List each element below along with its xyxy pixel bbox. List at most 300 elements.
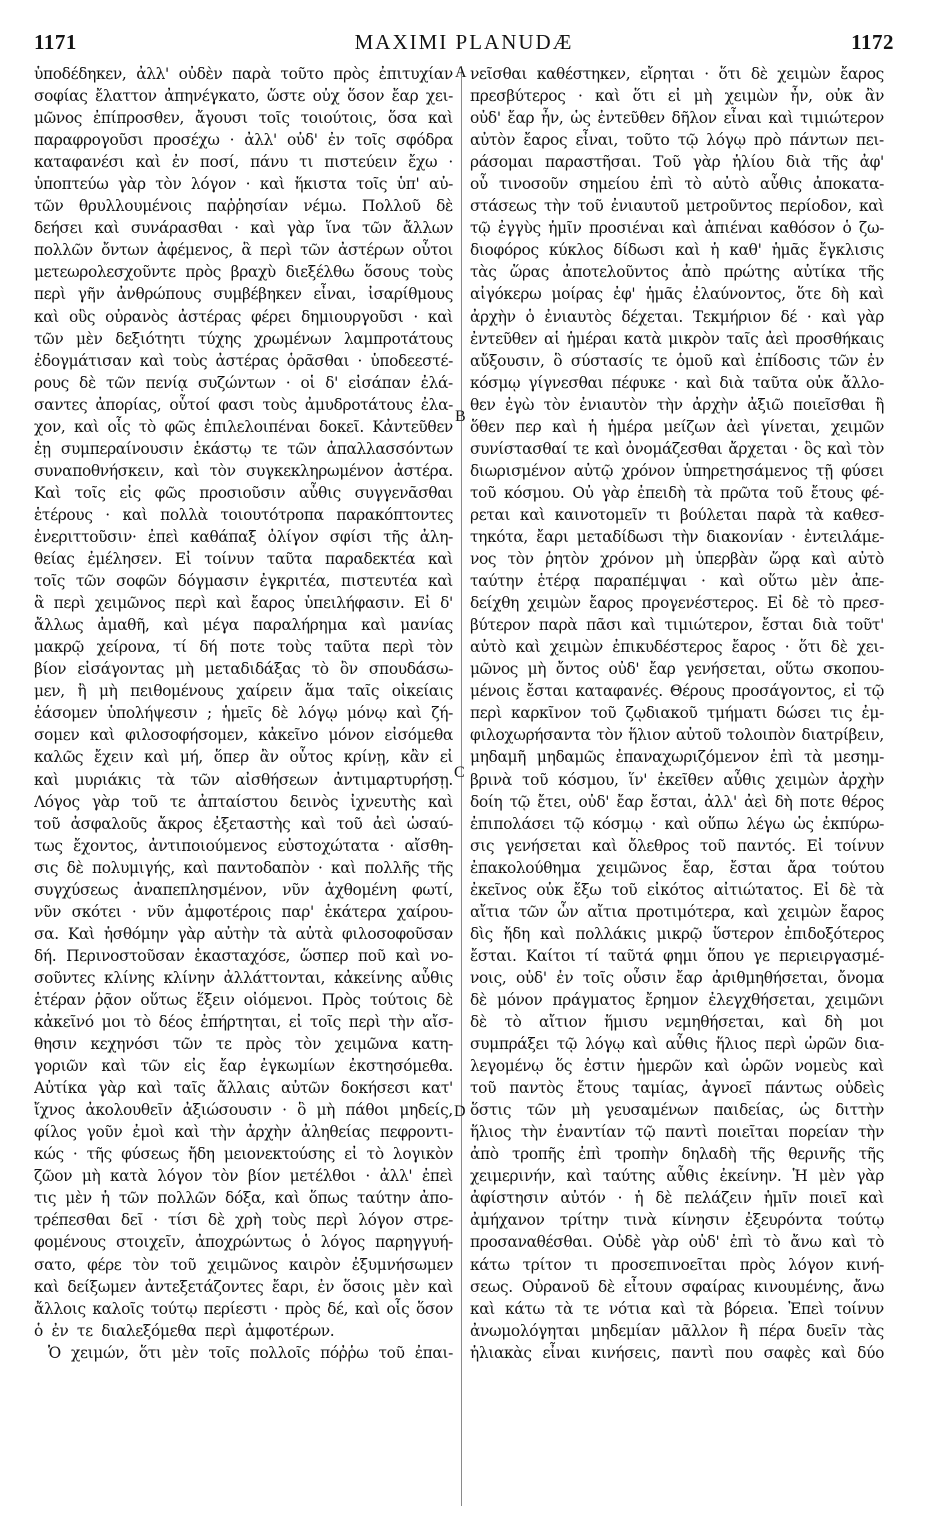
- word: ἐμέλησεν.: [87, 550, 163, 569]
- word: ὅπως: [308, 1189, 348, 1208]
- word: αὖθις: [665, 1035, 708, 1054]
- text-line: [34, 879, 453, 901]
- word: παραδεκτέα: [324, 550, 416, 569]
- word: ἀντιποιούμενος: [148, 836, 267, 855]
- word: χειμερινήν,: [470, 1167, 556, 1186]
- text-line: [34, 658, 453, 680]
- word: ἐγγὺς: [497, 219, 541, 238]
- word: ἤδη: [503, 924, 530, 943]
- word: δὲ: [66, 858, 84, 877]
- word: γὰρ: [118, 175, 146, 194]
- text-line: [34, 460, 453, 482]
- word: λόγος: [320, 1233, 365, 1252]
- word: τῶν: [362, 219, 392, 238]
- word: γευσαμένων: [605, 1101, 699, 1120]
- word: ἐπὶ: [650, 175, 674, 194]
- word: περὶ: [174, 594, 207, 613]
- word: χειμὼν: [527, 594, 581, 613]
- word: τὴν: [209, 1123, 236, 1142]
- word: δὲ: [207, 1211, 225, 1230]
- text-line: [470, 1033, 884, 1055]
- word: καὶ: [743, 902, 769, 921]
- word: ἀρχὴν: [470, 307, 516, 326]
- word: μὲν: [818, 1167, 846, 1186]
- word: κώς: [34, 1145, 64, 1164]
- word: καὶ: [721, 351, 747, 370]
- text-line: [34, 1209, 453, 1231]
- text-line: [34, 482, 453, 504]
- word: αἴτια: [587, 902, 627, 921]
- word: τὰ: [695, 1299, 715, 1318]
- word: οὐχ: [312, 87, 340, 106]
- word: ἡ: [634, 1189, 644, 1208]
- word: Εἰ: [174, 550, 192, 569]
- word: τοῦ: [611, 880, 638, 899]
- word: δ': [440, 594, 453, 613]
- word: στοιχεῖν,: [116, 1233, 185, 1252]
- word: διωρισμένον: [470, 461, 566, 480]
- word: ἐπαι-: [414, 1343, 453, 1362]
- word: οὕτω: [758, 572, 797, 591]
- word: Ἡ: [792, 1167, 808, 1186]
- word: τὸ: [366, 1145, 384, 1164]
- word: αὔξουσιν,: [470, 351, 545, 370]
- word: ἀποτελοῦντος: [562, 263, 669, 282]
- word: μὴ: [665, 550, 684, 569]
- word: ἀλλ': [136, 65, 169, 83]
- word: ἀντιμαρτυρήσῃ.: [333, 770, 453, 789]
- word: μείζων: [663, 417, 716, 436]
- text-line: [470, 129, 884, 151]
- word: μεν,: [34, 682, 65, 701]
- word: τολοιπὸν: [726, 726, 796, 745]
- word: τὴν: [388, 1013, 415, 1032]
- word: τοῖς: [354, 131, 386, 150]
- word: τῶν: [172, 1035, 203, 1054]
- word: Ὁ: [48, 1343, 61, 1362]
- word: καὶ: [174, 1123, 200, 1142]
- text-line: [470, 328, 884, 350]
- word: Καὶ: [67, 924, 95, 943]
- word: τῶν: [300, 241, 330, 260]
- word: περίοδον,: [779, 197, 852, 216]
- word: τὰ: [865, 880, 884, 899]
- word: Τοῦ: [653, 153, 681, 172]
- word: πενίᾳ: [145, 373, 188, 392]
- word: χειμὼν: [777, 902, 832, 921]
- word: καὶ: [396, 704, 422, 723]
- word: ταῦτά: [608, 946, 654, 965]
- word: χειμὼν: [724, 87, 778, 106]
- word: τὸ: [866, 1233, 884, 1252]
- word: τηκότα,: [470, 527, 528, 546]
- word: οὕτως: [140, 990, 187, 1009]
- word: αὐτὸ: [470, 638, 507, 657]
- word: εἶναι,: [313, 285, 356, 304]
- word: οὗτος: [289, 748, 333, 767]
- word: καὶ: [858, 1057, 884, 1076]
- word: τῆς: [749, 1145, 775, 1164]
- word: τινὰ: [623, 1211, 657, 1230]
- word: Περινοστοῦσαν: [66, 946, 185, 965]
- word: προσθήκαις: [795, 329, 884, 348]
- word: ὕστερον: [712, 924, 774, 943]
- word: συνάρασθαι: [130, 219, 223, 238]
- word: εἰ: [667, 87, 682, 106]
- word: καὶ: [672, 219, 697, 238]
- word: τῶν: [106, 373, 136, 392]
- word: καθέστηκεν,: [536, 65, 631, 83]
- word: σαντες: [34, 395, 88, 414]
- word: ὃ: [297, 1101, 307, 1120]
- word: Εἰ: [413, 594, 431, 613]
- word: ἐπίδοσις: [754, 351, 821, 370]
- word: κἂν: [400, 748, 429, 767]
- word: ὅπερ: [213, 748, 249, 767]
- text-line: [470, 791, 884, 813]
- word: ἔσται.: [470, 946, 517, 965]
- text-line: [470, 1077, 884, 1099]
- word: συναποθνήσκειν,: [34, 461, 164, 480]
- text-line: [470, 1209, 884, 1231]
- word: κινήσεις,: [591, 1343, 661, 1362]
- word: ἡμῖν: [548, 219, 582, 238]
- word: ἦν,: [540, 109, 564, 128]
- word: καὶ: [519, 505, 545, 524]
- word: ἀστέρας: [215, 351, 279, 370]
- word: ρους: [34, 373, 69, 392]
- word: οἰόμενοι.: [243, 990, 313, 1009]
- word: εὐστοχώτατα: [277, 836, 379, 855]
- word: ὅτι: [718, 65, 742, 83]
- word: γὰρ: [177, 924, 205, 943]
- word: ἔσται: [729, 858, 772, 877]
- word: ·: [704, 65, 709, 83]
- word: ἐντεῦθεν: [597, 109, 665, 128]
- text-line: [34, 1298, 453, 1320]
- word: κόσμου,: [558, 770, 619, 789]
- word: τῆς: [858, 1145, 884, 1164]
- word: Καὶ: [34, 483, 61, 502]
- word: τοῦτ': [845, 616, 884, 635]
- word: τὸ: [684, 175, 702, 194]
- word: ἀπηνέγκατο,: [164, 87, 260, 106]
- word: Τεκμήριον: [692, 307, 771, 326]
- word: κρίνῃ,: [343, 748, 390, 767]
- word: τὴν: [857, 1123, 884, 1142]
- word: τὸν: [209, 461, 236, 480]
- word: τρέπεσθαι: [34, 1211, 111, 1230]
- word: ποσί,: [199, 153, 239, 172]
- word: ·: [617, 1189, 623, 1208]
- word: Αὐτίκα: [34, 1079, 87, 1098]
- word: σημείου: [578, 175, 639, 194]
- word: χαίρειν: [236, 682, 292, 701]
- word: τως: [34, 836, 63, 855]
- word: σοφῶν: [115, 572, 167, 591]
- word: Οὐδὲ: [602, 1233, 641, 1252]
- word: ἃ: [34, 594, 45, 613]
- word: ἀληθείας: [301, 1123, 370, 1142]
- word: χει-: [425, 87, 453, 106]
- word: κόσμῳ: [592, 814, 643, 833]
- word: ἥλιος: [715, 1035, 757, 1054]
- word: διατρίβειν,: [801, 726, 884, 745]
- word: καὶ: [122, 505, 148, 524]
- word: ἀλλ': [379, 1167, 413, 1186]
- word: μὲν: [810, 572, 838, 591]
- word: οὕτω: [775, 660, 814, 679]
- word: ἀρχὴν: [692, 395, 738, 414]
- word: ἐγκωμίων: [259, 1057, 335, 1076]
- word: Πολλοῦ: [361, 197, 421, 216]
- word: αὐτὸ: [712, 175, 749, 194]
- word: καὶ: [811, 550, 837, 569]
- text-line: [470, 901, 884, 923]
- text-line: [34, 63, 453, 85]
- word: δὲ: [436, 990, 453, 1009]
- word: μηδείς,: [399, 1101, 453, 1120]
- word: προσέχω: [153, 131, 220, 150]
- word: καὶ: [781, 1013, 807, 1032]
- word: παραστῆσαι.: [545, 153, 642, 172]
- word: γὰρ: [692, 153, 721, 172]
- word: δύο: [857, 1343, 884, 1362]
- word: εἰσάγοντας: [77, 660, 165, 679]
- word: εἰ: [288, 1013, 303, 1032]
- text-line: [470, 680, 884, 702]
- word: ἐγκριτέα,: [259, 572, 331, 591]
- text-line: [470, 372, 884, 394]
- word: ἀφέμενος,: [156, 241, 233, 260]
- word: χειμὼν: [775, 770, 829, 789]
- word: ἀρχὴν: [245, 1123, 292, 1142]
- text-line: [470, 813, 884, 835]
- word: τῆς: [858, 263, 884, 282]
- word: οὐκ: [805, 373, 834, 392]
- text-line: [470, 923, 884, 945]
- word: νεμηθήσεται,: [665, 1013, 765, 1032]
- word: καινοτομεῖν: [554, 505, 647, 524]
- word: χείρονα,: [96, 638, 161, 657]
- word: ἐξευρόντα: [744, 1211, 823, 1230]
- word: φιλοχωρήσαντα: [470, 726, 591, 745]
- word: ἄλλοις: [34, 1299, 86, 1318]
- word: εἰσάπαν: [348, 373, 411, 392]
- text-line: [470, 416, 884, 438]
- word: παντὶ: [665, 1123, 708, 1142]
- text-line: [470, 570, 884, 592]
- word: ρεται: [470, 505, 511, 524]
- word: ποιεῖται: [717, 1123, 779, 1142]
- word: νῦν: [34, 902, 62, 921]
- word: ὥρᾳ: [769, 550, 801, 569]
- word: ἀπὸ: [470, 1145, 499, 1164]
- word: ὀλίγον: [267, 527, 319, 546]
- word: τοῦ: [131, 792, 158, 811]
- word: χον,: [34, 417, 66, 436]
- word: ὑπ': [396, 175, 420, 194]
- word: νος: [470, 550, 497, 569]
- word: τοῦ: [170, 1255, 197, 1274]
- word: ·: [245, 175, 251, 194]
- word: καὶ: [427, 550, 453, 569]
- word: ὅτι: [632, 87, 656, 106]
- word: μὴ: [693, 87, 713, 106]
- word: δὲ: [79, 373, 96, 392]
- word: διὰ: [812, 616, 838, 635]
- text-line: [34, 1276, 453, 1298]
- text-line: ὁ ἐν τε διαλεξόμεθα περὶ ἀμφοτέρων.: [34, 1321, 335, 1340]
- word: ἥλιος: [470, 1123, 512, 1142]
- word: αὐτὸν: [470, 131, 516, 150]
- word: Καίτοι: [525, 946, 576, 965]
- text-line: [34, 1254, 453, 1276]
- text-line: [34, 746, 453, 768]
- word: τῆς: [86, 1145, 112, 1164]
- word: ταῖς: [346, 682, 380, 701]
- word: φομένους: [34, 1233, 106, 1252]
- text-line: [470, 945, 884, 967]
- word: τῇ: [815, 461, 833, 480]
- word: καὶ: [552, 417, 578, 436]
- text-line: [34, 592, 453, 614]
- word: συνίστασθαί: [470, 439, 568, 458]
- text-line: [470, 835, 884, 857]
- word: καὶ: [101, 1057, 127, 1076]
- word: ἀπιέναι: [704, 219, 763, 238]
- word: καθ': [729, 241, 762, 260]
- word: ἔσται: [761, 616, 804, 635]
- word: καλοῖς: [92, 1299, 144, 1318]
- word: ἐπιδοξότερος: [784, 924, 884, 943]
- word: ἀεὶ: [372, 814, 397, 833]
- word: γὰρ: [856, 1167, 884, 1186]
- word: κἀκεῖνό: [34, 1013, 94, 1032]
- word: ἀπὸ: [681, 263, 711, 282]
- word: ὅσον: [347, 87, 385, 106]
- word: λόγον: [190, 175, 237, 194]
- word: λόγῳ: [706, 131, 746, 150]
- word: γὰρ: [91, 792, 120, 811]
- word: ἀστέρα.: [393, 461, 453, 480]
- word: σοῦντες: [34, 968, 96, 987]
- word: ἥλιον: [628, 726, 671, 745]
- word: μικρὸν: [668, 329, 720, 348]
- text-line: [34, 328, 453, 350]
- word: εἰς: [183, 1057, 206, 1076]
- word: καὶ: [592, 836, 618, 855]
- text-line: [470, 1254, 884, 1276]
- word: παρὰ: [756, 505, 796, 524]
- word: ·: [389, 836, 394, 855]
- word: ὅσον: [415, 1299, 453, 1318]
- word: καὶ: [675, 241, 701, 260]
- word: ·: [793, 439, 799, 458]
- word: ·: [153, 1211, 158, 1230]
- word: τε: [583, 1299, 599, 1318]
- word: τί: [584, 946, 599, 965]
- word: ταῦτα: [266, 550, 313, 569]
- word: πει-: [855, 131, 884, 150]
- text-line: [470, 1011, 884, 1033]
- text-line: [34, 1033, 453, 1055]
- word: τοίνυν: [204, 550, 255, 569]
- text-line: [34, 1143, 453, 1165]
- word: ἐπιλελοιπέναι: [203, 417, 311, 436]
- word: τῆς: [822, 153, 848, 172]
- word: καὶ: [427, 792, 453, 811]
- word: ἀσφαλοῦς: [70, 814, 147, 833]
- text-line: [470, 504, 884, 526]
- word: ἔαρι,: [271, 1277, 309, 1296]
- word: οἱ: [300, 373, 316, 392]
- text-line: [470, 1298, 884, 1320]
- word: τι: [656, 505, 671, 524]
- text-line: [470, 195, 884, 217]
- word: οὐδ': [286, 131, 318, 150]
- word: περὶ: [316, 1211, 348, 1230]
- word: ἀμυδροτάτους: [304, 395, 413, 414]
- word: καθόσον: [769, 219, 836, 238]
- word: καὶ: [135, 153, 161, 172]
- word: τὸ: [311, 660, 329, 679]
- word: τιμιώτερον,: [664, 616, 753, 635]
- word: ἀξιῶ: [747, 395, 784, 414]
- text-line: [470, 879, 884, 901]
- word: ἦν,: [790, 87, 813, 106]
- word: αὐτοῦ: [675, 726, 722, 745]
- word: ἐπειδὴ: [637, 483, 686, 502]
- word: ἐάσομεν: [34, 704, 98, 723]
- word: παρηγγυή-: [375, 1233, 453, 1252]
- word: πιστεύειν: [324, 153, 397, 172]
- word: ἐν: [317, 1277, 335, 1296]
- word: τοῖς: [582, 968, 614, 987]
- word: ὅπου: [707, 946, 744, 965]
- word: τὸν: [857, 439, 884, 458]
- word: μηδαμῶς: [536, 748, 605, 767]
- word: πέφυκε: [611, 373, 666, 392]
- word: παραπέμψαι: [593, 572, 687, 591]
- word: καὶ: [515, 638, 541, 657]
- word: ὄντων: [101, 241, 149, 260]
- word: παρὰ: [232, 65, 271, 83]
- word: τῶν: [287, 439, 317, 458]
- word: Εἰ: [813, 880, 830, 899]
- word: ὅτι: [798, 638, 822, 657]
- text-line: [34, 107, 453, 129]
- text-line: [34, 769, 453, 791]
- column-divider: [461, 66, 462, 1506]
- word: παντοδαπὸν: [216, 858, 310, 877]
- word: τῷ: [509, 792, 531, 811]
- word: δεινὸς: [289, 792, 339, 811]
- word: φύσεως: [121, 1145, 179, 1164]
- text-line: [470, 63, 884, 85]
- word: ἑτέρᾳ: [537, 572, 580, 591]
- word: ἀστέρων: [337, 241, 404, 260]
- word: τοιούτοις,: [300, 109, 377, 128]
- word: περιειργασμέ-: [779, 946, 884, 965]
- word: τὸν: [507, 550, 534, 569]
- word: ἐπικυδέστερος: [612, 638, 723, 657]
- word: ἀχθομένη: [324, 880, 397, 899]
- word: ἀρχὴν: [838, 770, 884, 789]
- word: πάντως: [764, 1079, 823, 1098]
- word: γοριῶν: [34, 1057, 88, 1076]
- word: πολλάκις: [575, 924, 647, 943]
